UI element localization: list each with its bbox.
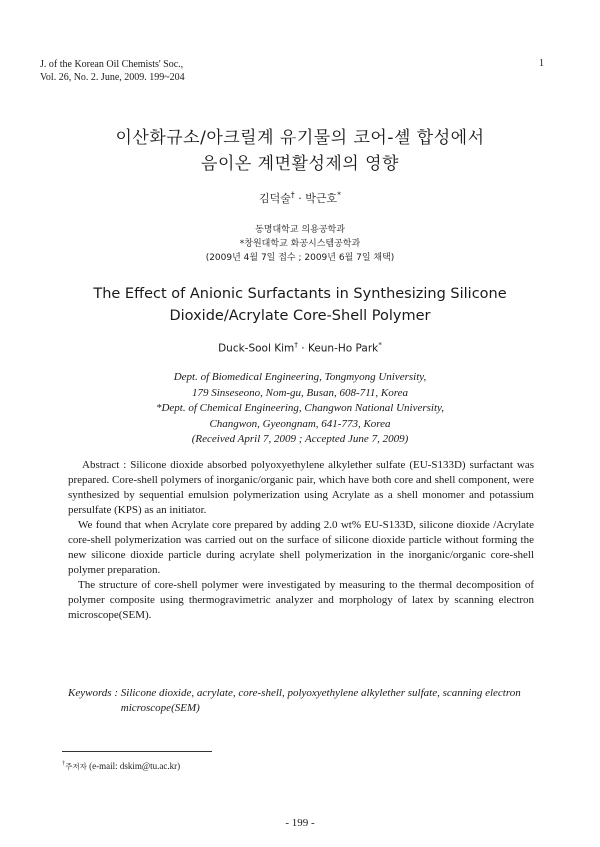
english-affiliation-1-address: 179 Sinseseono, Nom-gu, Busan, 608-711, Korea — [191, 386, 408, 399]
abstract-separator: : — [119, 459, 131, 471]
english-title — [0, 283, 600, 327]
author-separator: · — [294, 192, 306, 205]
footnote-corresponding-author: 주저자 — [65, 762, 87, 771]
page-number-top: 1 — [539, 58, 544, 69]
korean-author-2: 박근호 — [305, 192, 338, 205]
footnote-email: (e-mail: dskim@tu.ac.kr) — [86, 761, 181, 771]
corresponding-mark: † — [294, 340, 298, 349]
keywords — [68, 686, 538, 716]
author-separator: · — [297, 342, 308, 355]
korean-title-line-2: 음이온 계면활성제의 영향 — [201, 154, 399, 174]
korean-affiliation-2: *창원대학교 화공시스템공학과 — [239, 239, 361, 249]
keywords-text: Silicone dioxide, acrylate, core-shell, polyoxyethylene alkylether sulfate, scanning electron microscope(SEM) — [120, 687, 521, 714]
korean-authors — [0, 190, 600, 206]
english-author-1: Duck-Sool Kim — [218, 342, 295, 355]
corresponding-mark: † — [290, 190, 295, 200]
abstract-text-3: The structure of core-shell polymer were investigated by measuring to the thermal decomposition of polymer composite using thermogravimetric analyzer and morphology of latex by scanning electron microscope(SEM). — [68, 579, 534, 621]
keywords-label: Keywords : — [68, 687, 121, 699]
english-affiliation-1: Dept. of Biomedical Engineering, Tongmyong University, — [173, 371, 427, 383]
abstract-paragraph-1 — [68, 458, 534, 518]
abstract-label: Abstract — [82, 459, 120, 471]
affiliation-mark: * — [337, 190, 341, 200]
abstract-paragraph-2 — [68, 518, 534, 578]
affiliation-mark: * — [378, 340, 382, 349]
english-affiliations — [0, 370, 600, 448]
korean-title-line-1: 이산화규소/아크릴계 유기물의 코어-셸 합성에서 — [115, 128, 485, 148]
footnote-divider — [62, 751, 212, 752]
english-title-line-1: The Effect of Anionic Surfactants in Synthesizing Silicone — [93, 286, 507, 302]
korean-affiliations — [0, 223, 600, 265]
journal-citation — [40, 58, 185, 84]
english-affiliation-2-address: Changwon, Gyeongnam, 641-773, Korea — [209, 417, 391, 430]
journal-line-2: Vol. 26, No. 2. June, 2009. 199~204 — [40, 72, 185, 83]
english-title-line-2: Dioxide/Acrylate Core-Shell Polymer — [169, 308, 431, 324]
abstract-paragraph-3 — [68, 578, 534, 623]
footnote-mark: † — [62, 760, 66, 767]
korean-author-1: 김덕술 — [259, 192, 291, 205]
english-dates: (Received April 7, 2009 ; Accepted June 7, 2009) — [191, 433, 409, 446]
english-author-2: Keun-Ho Park — [307, 342, 379, 355]
english-authors — [0, 340, 600, 355]
abstract-text-1: Silicone dioxide absorbed polyoxyethylene alkylether sulfate (EU-S133D) surfactant was prepared. Core-shell polymers of inorganic/organic pair, which have both core and shell component, were synthesized by sequential emulsion polymerization using Acrylate as a shell monomer and potassium persulfate (KPS) as an initiator. — [68, 459, 534, 516]
abstract — [68, 458, 534, 623]
journal-line-1: J. of the Korean Oil Chemists' Soc., — [40, 59, 184, 70]
abstract-text-2: We found that when Acrylate core prepared by adding 2.0 wt% EU-S133D, silicone dioxide /Acrylate core-shell polymerization was carried out on the surface of silicone dioxide particle without forming the new silicone dioxide particle during acrylate shell polymerization in the inorganic/organic core-shell polymer preparation. — [68, 519, 534, 576]
korean-dates: (2009년 4월 7일 접수 ; 2009년 6월 7일 채택) — [205, 253, 395, 263]
korean-affiliation-1: 동명대학교 의용공학과 — [255, 225, 345, 235]
page-number-bottom: - 199 - — [285, 817, 315, 829]
footnote — [62, 760, 180, 772]
korean-title — [0, 125, 600, 177]
english-affiliation-2: *Dept. of Chemical Engineering, Changwon National University, — [155, 402, 445, 415]
